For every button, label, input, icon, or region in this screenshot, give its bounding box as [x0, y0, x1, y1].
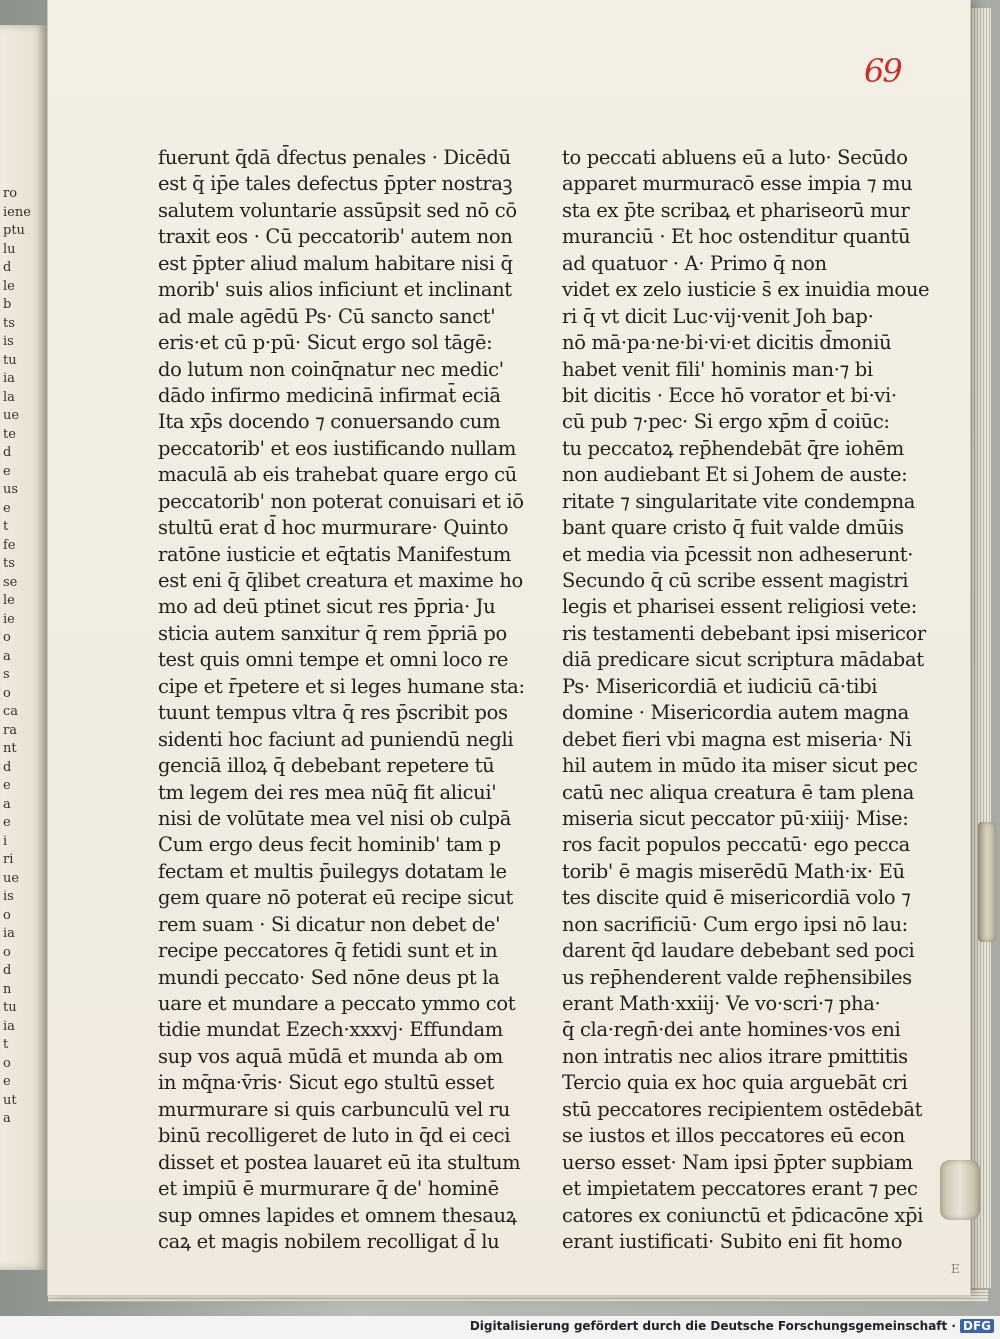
- text-line: do lutum non coinq̄natur nec medic': [158, 357, 504, 381]
- text-line: torib' ē magis miserēdū Math·ix· Eū: [562, 859, 905, 883]
- dfg-logo[interactable]: DFG: [960, 1319, 994, 1333]
- manuscript-page: [48, 0, 970, 1295]
- edge-fragment: la: [3, 389, 15, 405]
- text-line: muranciū · Et hoc ostenditur quantū: [562, 225, 911, 249]
- text-line: gem quare nō poterat eū recipe sicut: [158, 886, 514, 910]
- edge-fragment: ts: [3, 556, 15, 571]
- text-line: rem suam · Si dicatur non debet de': [158, 912, 501, 936]
- text-line: murmurare si quis carbunculū vel ru: [158, 1097, 510, 1121]
- edge-fragment: ri: [3, 852, 14, 867]
- text-line: darent q̄d laudare debebant sed poci: [562, 939, 915, 963]
- text-line: Cum ergo deus fecit hominib' tam p: [158, 833, 501, 857]
- edge-fragment: le: [3, 593, 15, 608]
- text-line: nō mā·pa·ne·bi·vi·et dicitis d̄moniū: [562, 331, 892, 355]
- text-line: tm legem dei res mea nūq̄ fit alicui': [158, 780, 497, 804]
- text-line: catores ex coniunctū et p̄dicacōne xp̄i: [562, 1203, 924, 1227]
- text-column-right: [562, 145, 930, 1255]
- text-line: videt ex zelo iusticie s̄ ex inuidia moue: [562, 278, 930, 302]
- text-line: fectam et multis p̄uilegys dotatam le: [158, 859, 507, 883]
- edge-fragment: o: [3, 944, 11, 960]
- edge-fragment: us: [3, 482, 19, 497]
- text-line: q̄ cla·regn̄·dei ante homines·vos eni: [562, 1018, 901, 1042]
- edge-fragment: lu: [3, 241, 16, 257]
- edge-fragment: d: [3, 260, 12, 275]
- edge-fragment: ia: [3, 371, 15, 386]
- text-line: cū pub ⁊·pec· Si ergo xp̄m d̄ coiūc:: [562, 410, 890, 434]
- edge-fragment: is: [3, 889, 14, 904]
- text-line: test quis omni tempe et omni loco re: [158, 648, 509, 672]
- text-line: dādo infirmo medicinā infirmat̄ eciā: [158, 383, 501, 407]
- edge-fragment: o: [3, 630, 11, 645]
- footer-credit: Digitalisierung gefördert durch die Deutsche Forschungsgemeinschaft ·: [469, 1319, 956, 1333]
- edge-fragment: iene: [3, 204, 31, 220]
- text-line: mundi peccato· Sed nōne deus pt la: [158, 965, 500, 989]
- text-line: Secundo q̄ cū scribe essent magistri: [562, 569, 909, 592]
- edge-fragment: a: [3, 796, 11, 812]
- edge-fragment: ie: [3, 611, 15, 627]
- text-line: ad quatuor · A· Primo q̄ non: [562, 251, 827, 275]
- text-line: non intratis nec alios itrare pmittitis: [562, 1044, 908, 1068]
- edge-fragment: ptu: [3, 223, 25, 238]
- edge-fragment: tu: [3, 1000, 17, 1015]
- text-line: hil autem in mūdo ita miser sicut pec: [562, 754, 918, 778]
- text-line: caꝝ et magis nobilem recolligat d̄ lu: [158, 1229, 500, 1253]
- text-line: in mq̄na·v̄ris· Sicut ego stultū esset: [158, 1071, 494, 1095]
- text-line: ratōne iusticie et eq̄tatis Manifestum: [158, 542, 512, 566]
- edge-fragment: e: [3, 500, 11, 516]
- text-line: disset et postea lauaret eū ita stultum: [158, 1150, 521, 1174]
- edge-fragment: ts: [3, 315, 15, 331]
- text-line: sticia autem sanxitur q̄ rem p̄priā po: [158, 621, 507, 645]
- edge-fragment: s: [3, 667, 10, 682]
- edge-fragment: fe: [3, 537, 16, 553]
- edge-fragment: ia: [3, 1018, 15, 1034]
- binding-strap-lower: [940, 1160, 980, 1220]
- edge-fragment: a: [3, 1111, 11, 1126]
- text-line: et media via p̄cessit non adheserunt·: [562, 542, 914, 566]
- text-line: genciā illoꝝ q̄ debebant repetere tū: [158, 754, 495, 778]
- edge-fragment: o: [3, 685, 11, 701]
- text-line: apparet murmuracō esse impia ⁊ mu: [562, 172, 913, 196]
- text-line: est p̄pter aliud malum habitare nisi q̄: [158, 251, 513, 275]
- text-line: Ita xp̄s docendo ⁊ conuersando cum: [158, 410, 501, 434]
- text-line: ritate ⁊ singularitate vite condempna: [562, 489, 916, 513]
- text-line: non sacrificiū· Cum ergo ipsi nō lau:: [562, 912, 908, 936]
- footer-bar: [0, 1316, 1000, 1339]
- text-line: maculā ab eis trahebat quare ergo cū: [158, 463, 517, 487]
- edge-fragment: a: [3, 648, 11, 664]
- text-line: habet venit fili' hominis man·⁊ bi: [562, 357, 873, 381]
- edge-fragment: is: [3, 334, 14, 349]
- text-line: bant quare cristo q̄ fuit valde dmūis: [562, 516, 904, 540]
- text-line: us rep̄henderent valde rep̄hensibiles: [562, 965, 912, 989]
- edge-fragment: ia: [3, 926, 15, 941]
- text-line: non audiebant Et si Johem de auste:: [562, 463, 908, 487]
- text-line: est eni q̄ q̄libet creatura et maxime ho: [158, 569, 523, 592]
- text-line: catū nec aliqua creatura ē tam plena: [562, 780, 915, 804]
- edge-fragment: ut: [3, 1092, 17, 1108]
- text-line: peccatorib' et eos iustificando nullam: [158, 436, 516, 460]
- text-line: debet fieri vbi magna est miseria· Ni: [562, 727, 912, 751]
- edge-fragment: ra: [3, 722, 17, 738]
- corner-mark: E: [951, 1262, 960, 1276]
- text-line: cipe et r̄petere et si leges humane sta:: [158, 674, 525, 698]
- edge-fragment: tu: [3, 352, 17, 368]
- text-line: uare et mundare a peccato ymmo cot: [158, 992, 516, 1015]
- text-line: recipe peccatores q̄ fetidi sunt et in: [158, 939, 498, 963]
- edge-fragment: n: [3, 981, 12, 997]
- text-line: diā predicare sicut scriptura mādabat: [562, 648, 924, 672]
- edge-fragment: o: [3, 907, 11, 923]
- text-line: uerso esset· Nam ipsi p̄pter supbiam: [562, 1150, 913, 1174]
- edge-fragment: d: [3, 963, 12, 978]
- folio-number: 69: [864, 52, 901, 90]
- text-line: ri q̄ vt dicit Luc·vij·venit Joh bap·: [562, 304, 874, 328]
- text-column-left: [158, 145, 525, 1255]
- text-line: fuerunt q̄dā d̄fectus penales · Dicēdū: [158, 146, 511, 169]
- text-line: tuunt tempus vltra q̄ res p̄scribit pos: [158, 701, 508, 725]
- text-line: ros facit populos peccatū· ego pecca: [562, 833, 910, 857]
- text-line: legis et pharisei essent religiosi vete:: [562, 595, 917, 619]
- text-line: to peccati abluens eū a luto· Secūdo: [562, 146, 908, 169]
- text-line: tes discite quid ē misericordiā volo ⁊: [562, 886, 911, 910]
- edge-fragment: t: [3, 519, 9, 534]
- text-line: sup vos aquā mūdā et munda ab om: [158, 1044, 503, 1068]
- text-line: miseria sicut peccator pū·xiiij· Mise:: [562, 806, 909, 830]
- text-line: traxit eos · Cū peccatorib' autem non: [158, 225, 513, 249]
- text-line: stultū erat d̄ hoc murmurare· Quinto: [158, 516, 509, 540]
- edge-fragment: i: [3, 833, 8, 849]
- edge-fragment: ro: [3, 186, 18, 201]
- text-line: peccatorib' non poterat conuisari et iō: [158, 489, 524, 513]
- previous-page-text-fragments: [3, 185, 43, 1129]
- edge-fragment: o: [3, 1055, 11, 1071]
- text-line: stū peccatores recipientem ostēdebāt: [562, 1097, 923, 1121]
- text-line: erant Math·xxiij· Ve vo·scri·⁊ pha·: [562, 992, 881, 1015]
- text-line: et impietatem peccatores erant ⁊ pec: [562, 1177, 918, 1201]
- text-line: sup omnes lapides et omnem thesauꝝ: [158, 1203, 517, 1227]
- edge-fragment: e: [3, 1074, 11, 1089]
- previous-page-edge: [0, 25, 50, 1270]
- edge-fragment: nt: [3, 741, 17, 756]
- text-line: sidenti hoc faciunt ad puniendū negli: [158, 727, 514, 751]
- edge-fragment: e: [3, 778, 11, 793]
- edge-fragment: te: [3, 426, 16, 442]
- text-line: tu peccatoꝝ rep̄hendebāt q̄re iohēm: [562, 436, 904, 460]
- text-line: nisi de volūtate mea vel nisi ob culpā: [158, 806, 512, 830]
- text-line: sta ex p̄te scribaꝝ et phariseorū mur: [562, 198, 910, 222]
- text-line: et impiū ē murmurare q̄ de' hominē: [158, 1177, 499, 1201]
- text-line: erant iustificati· Subito eni fit homo: [562, 1229, 903, 1253]
- text-line: bit dicitis · Ecce hō vorator et bi·vi·: [562, 383, 897, 407]
- edge-fragment: le: [3, 278, 15, 294]
- text-line: morib' suis alios inficiunt et inclinant: [158, 278, 512, 302]
- edge-fragment: se: [3, 574, 18, 590]
- edge-fragment: ue: [3, 408, 20, 423]
- text-line: Ps· Misericordiā et iudiciū cā·tibi: [562, 674, 878, 698]
- edge-fragment: ca: [3, 704, 19, 719]
- text-line: se iustos et illos peccatores eū econ: [562, 1124, 905, 1148]
- edge-fragment: ue: [3, 870, 20, 886]
- text-line: est q̄ ip̄e tales defectus p̄pter nostraꝫ: [158, 172, 513, 196]
- edge-fragment: e: [3, 463, 11, 479]
- text-line: ad male agēdū Ps· Cū sancto sanct': [158, 304, 496, 328]
- edge-fragment: t: [3, 1037, 9, 1052]
- text-line: binū recolligeret de luto in q̄d ei ceci: [158, 1124, 511, 1148]
- text-line: eris·et cū p·pū· Sicut ergo sol tāgē:: [158, 331, 493, 355]
- text-line: Tercio quia ex hoc quia arguebāt cri: [562, 1071, 908, 1095]
- text-line: mo ad deū ptinet sicut res p̄pria· Ju: [158, 595, 496, 619]
- edge-fragment: e: [3, 815, 11, 830]
- text-line: domine · Misericordia autem magna: [562, 701, 909, 725]
- text-line: tidie mundat Ezech·xxxvj· Effundam: [158, 1018, 503, 1042]
- edge-fragment: d: [3, 759, 12, 775]
- text-line: salutem voluntarie assūpsit sed nō cō: [158, 198, 517, 222]
- text-line: ris testamenti debebant ipsi misericor: [562, 621, 926, 645]
- edge-fragment: b: [3, 297, 12, 312]
- edge-fragment: d: [3, 445, 12, 460]
- page-stack-right-edge: [968, 8, 991, 1288]
- binding-strap-upper: [978, 822, 996, 942]
